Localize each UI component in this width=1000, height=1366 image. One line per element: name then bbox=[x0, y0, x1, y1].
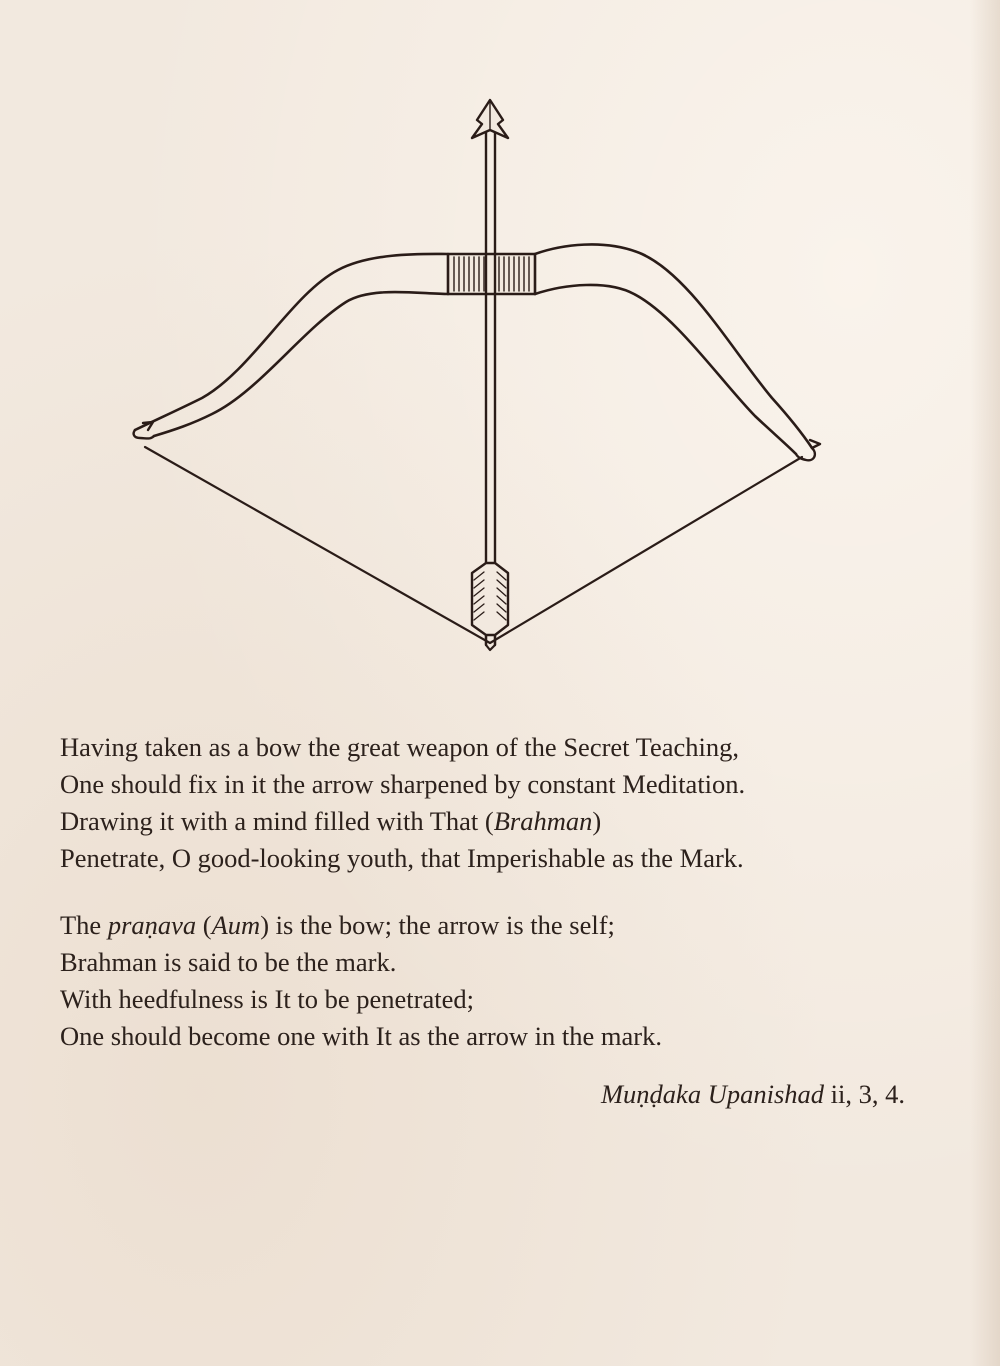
stanza-2 bbox=[60, 907, 940, 1055]
poem-line bbox=[60, 803, 940, 840]
line-text: Having taken as a bow the great weapon of the Secret Teaching, bbox=[60, 732, 740, 762]
italic-term: Brahman bbox=[493, 806, 593, 836]
poem-line bbox=[60, 840, 940, 877]
bow-right-limb-outer bbox=[535, 244, 812, 448]
attribution bbox=[601, 1076, 905, 1113]
poem-line bbox=[60, 944, 940, 981]
bow-left-limb-outer bbox=[135, 254, 448, 430]
poem-line bbox=[60, 1018, 940, 1055]
bow-grip bbox=[448, 254, 535, 294]
bow-left-limb-inner bbox=[154, 292, 448, 436]
bow-and-arrow-illustration bbox=[110, 80, 850, 660]
stanza-1 bbox=[60, 729, 940, 877]
bow-right-limb-inner bbox=[535, 285, 796, 454]
line-text: ) bbox=[592, 806, 602, 836]
line-text: The bbox=[60, 910, 108, 940]
line-text: With heedfulness is It to be penetrated; bbox=[60, 984, 474, 1014]
line-text: One should become one with It as the arrow in the mark. bbox=[60, 1021, 662, 1051]
poem-line bbox=[60, 766, 940, 803]
line-text: Drawing it with a mind filled with That ( bbox=[60, 806, 494, 836]
line-text: ) is the bow; the arrow is the self; bbox=[260, 910, 615, 940]
line-text: Penetrate, O good-looking youth, that Imperishable as the Mark. bbox=[60, 843, 744, 873]
italic-term: Aum bbox=[211, 910, 261, 940]
line-text: One should fix in it the arrow sharpened by constant Meditation. bbox=[60, 769, 746, 799]
attribution-work: Muṇḍaka Upanishad bbox=[600, 1079, 825, 1109]
line-text: Brahman is said to be the mark. bbox=[60, 947, 397, 977]
italic-term: praṇava bbox=[107, 910, 197, 940]
line-text: ( bbox=[196, 910, 212, 940]
page-edge-shadow bbox=[970, 0, 1000, 1366]
poem-line bbox=[60, 907, 940, 944]
poem-line bbox=[60, 981, 940, 1018]
attribution-reference: ii, 3, 4. bbox=[824, 1079, 905, 1109]
poem-line bbox=[60, 729, 940, 766]
arrow-fletching bbox=[472, 563, 508, 635]
